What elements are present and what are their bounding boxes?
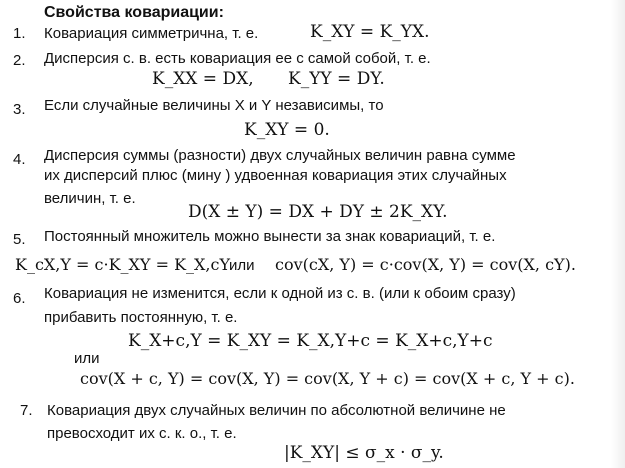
page-title: Свойства ковариации: xyxy=(44,4,224,21)
item-2-formula-b: K_YY = DY. xyxy=(288,69,385,89)
item-3-number: 3. xyxy=(13,101,26,118)
item-2-text: Дисперсия с. в. есть ковариация ее с самой собой, т. е. xyxy=(44,50,431,67)
item-4-line-2: их дисперсий плюс (мину ) удвоенная ковариация этих случайных xyxy=(44,167,507,184)
item-6-or: или xyxy=(74,350,100,367)
item-6-line-1: Ковариация не изменится, если к одной из с. в. (или к обоим сразу) xyxy=(44,285,516,302)
item-1-text: Ковариация симметрична, т. е. xyxy=(44,25,259,42)
item-2-number: 2. xyxy=(13,52,26,69)
item-7-formula: |K_XY| ≤ σ_x · σ_y. xyxy=(284,443,444,463)
item-3-text: Если случайные величины X и Y независимы, то xyxy=(44,97,384,114)
item-6-formula-a: K_X+c,Y = K_XY = K_X,Y+c = K_X+c,Y+c xyxy=(128,331,493,351)
item-6-number: 6. xyxy=(13,290,26,307)
item-4-line-1: Дисперсия суммы (разности) двух случайных величин равна сумме xyxy=(44,147,516,164)
item-2-formula-a: K_XX = DX, xyxy=(152,69,254,89)
item-5-formula-b: cov(cX, Y) = c·cov(X, Y) = cov(X, cY). xyxy=(275,255,576,274)
item-4-formula: D(X ± Y) = DX + DY ± 2K_XY. xyxy=(188,202,448,222)
item-1-formula: K_XY = K_YX. xyxy=(310,22,430,42)
item-4-number: 4. xyxy=(13,151,26,168)
item-6-formula-b: cov(X + c, Y) = cov(X, Y) = cov(X, Y + c) = cov(X + c, Y + c). xyxy=(80,369,575,388)
item-5-number: 5. xyxy=(13,231,26,248)
item-5-or: или xyxy=(229,257,255,274)
item-7-line-1: Ковариация двух случайных величин по абсолютной величине не xyxy=(47,402,506,419)
item-1-number: 1. xyxy=(13,25,26,42)
item-5-formula-a: K_cX,Y = c·K_XY = K_X,cY xyxy=(15,255,231,274)
item-5-text: Постоянный множитель можно вынести за знак ковариаций, т. е. xyxy=(44,228,496,245)
item-6-line-2: прибавить постоянную, т. е. xyxy=(44,309,238,326)
item-7-line-2: превосходит их с. к. о., т. е. xyxy=(47,425,237,442)
item-3-formula: K_XY = 0. xyxy=(244,120,330,140)
item-7-number: 7. xyxy=(20,402,33,419)
item-4-line-3: величин, т. е. xyxy=(44,190,136,207)
scan-edge-shadow xyxy=(611,0,625,468)
